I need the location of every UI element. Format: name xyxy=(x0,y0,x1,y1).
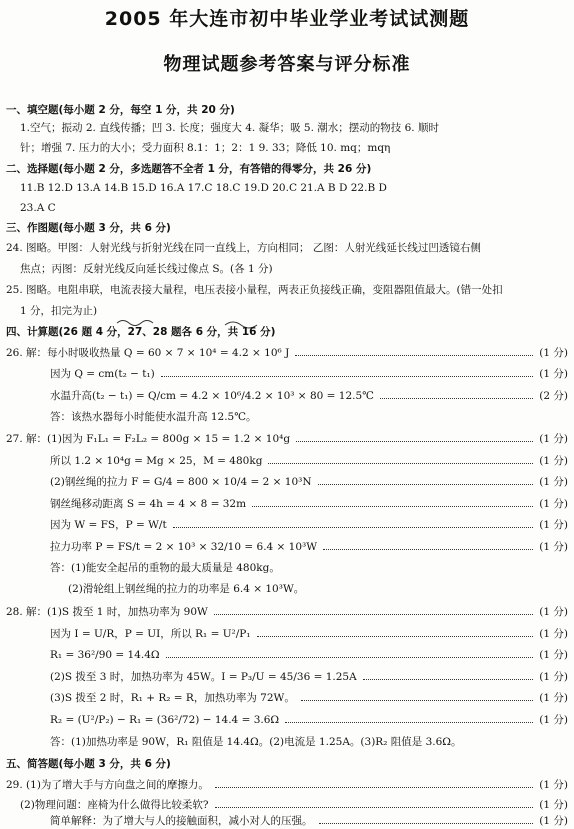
dot-leader xyxy=(323,540,533,550)
dot-leader xyxy=(252,497,533,507)
dot-leader xyxy=(215,778,533,788)
score-points: (1 分) xyxy=(539,692,568,704)
solution-text: 因为 W = FS，P = W/t xyxy=(50,519,167,531)
answer-line: 23.A C xyxy=(20,202,56,214)
solution-text: 26. 解：每小时吸收热量 Q = 60 × 7 × 10⁴ = 4.2 × 10⁶ J xyxy=(6,347,290,359)
solution-line xyxy=(6,432,568,446)
dot-leader xyxy=(215,798,534,808)
score-points: (2 分) xyxy=(539,390,568,402)
solution-line xyxy=(50,518,568,532)
score-points: (1 分) xyxy=(539,455,568,467)
solution-text: (3)S 拨至 2 时，R₁ + R₂ = R，加热功率为 72W。 xyxy=(50,692,295,704)
score-points: (1 分) xyxy=(539,368,568,380)
answer-line: 11.B 12.D 13.A 14.B 15.D 16.A 17.C 18.C 19.D 20.C 21.A B D 22.B D xyxy=(20,182,387,194)
dot-leader xyxy=(257,627,534,637)
dot-leader xyxy=(268,454,533,464)
section-heading-fill-blank: 一、填空题(每小题 2 分，每空 1 分，共 20 分) xyxy=(6,104,235,116)
solution-line xyxy=(6,778,568,792)
dot-leader xyxy=(285,713,533,723)
dot-leader xyxy=(296,432,533,442)
score-points: (1 分) xyxy=(539,606,568,618)
score-points: (1 分) xyxy=(539,779,568,791)
solution-text: 28. 解：(1)S 拨至 1 时，加热功率为 90W xyxy=(6,606,208,618)
solution-text: (2)物理问题：座椅为什么做得比较柔软? xyxy=(20,799,209,811)
section-heading-choice: 二、选择题(每小题 2 分，多选题答不全者 1 分，有答错的得零分，共 26 分) xyxy=(6,163,372,175)
solution-line xyxy=(50,475,568,489)
score-points: (1 分) xyxy=(539,347,568,359)
solution-line xyxy=(50,691,568,705)
answer-line: 答：该热水器每小时能使水温升高 12.5℃。 xyxy=(50,411,257,423)
solution-text: 钢丝绳移动距离 S = 4h = 4 × 8 = 32m xyxy=(50,498,247,510)
solution-line xyxy=(20,798,568,812)
solution-text: 27. 解：(1)因为 F₁L₁ = F₂L₂ = 800g × 15 = 1.2 × 10⁴g xyxy=(6,433,291,445)
answer-line: 24. 图略。甲图：人射光线与折射光线在同一直线上，方向相同； 乙图：人射光线延长线过凹透镜右侧 xyxy=(6,242,481,254)
answer-line: 焦点；丙图：反射光线反向延长线过像点 S。(各 1 分) xyxy=(20,263,273,275)
score-points: (1 分) xyxy=(539,541,568,553)
score-points: (1 分) xyxy=(539,498,568,510)
solution-text: R₁ = 36²/90 = 14.4Ω xyxy=(50,649,160,661)
score-points: (1 分) xyxy=(539,628,568,640)
answer-line: 针；增强 7. 压力的大小；受力面积 8.1：1；2：1 9. 33；降低 10. mq；mqη xyxy=(20,142,391,154)
score-points: (1 分) xyxy=(539,519,568,531)
solution-line xyxy=(50,648,568,662)
answer-line: 答：(1)加热功率是 90W，R₁ 阻值是 14.4Ω。(2)电流是 1.25A。(3)R₂ 阻值是 3.6Ω。 xyxy=(50,736,462,748)
solution-text: 拉力功率 P = FS/t = 2 × 10³ × 32/10 = 6.4 × 10³W xyxy=(50,541,318,553)
score-points: (1 分) xyxy=(539,815,568,827)
dot-leader xyxy=(161,367,534,377)
solution-line xyxy=(50,627,568,641)
answer-line: 1 分，扣完为止) xyxy=(20,305,98,317)
dot-leader xyxy=(214,605,533,615)
solution-line xyxy=(50,540,568,554)
solution-text: R₂ = (U²/P₂) − R₁ = (36²/72) − 14.4 = 3.6Ω xyxy=(50,714,280,726)
dot-leader xyxy=(295,346,533,356)
solution-line xyxy=(50,713,568,727)
page-title: 2005 年大连市初中毕业学业考试试测题 xyxy=(104,8,470,30)
page-subtitle: 物理试题参考答案与评分标准 xyxy=(163,54,411,75)
dot-leader xyxy=(301,691,533,701)
dot-leader xyxy=(173,518,534,528)
solution-line xyxy=(50,367,568,381)
solution-text: (2)S 拨至 3 时，加热功率为 45W。I = P₃/U = 45/36 = 1.25A xyxy=(50,671,357,683)
answer-line: (2)滑轮组上钢丝绳的拉力的功率是 6.4 × 10³W。 xyxy=(68,583,305,595)
solution-line xyxy=(50,497,568,511)
solution-text: 简单解释：为了增大与人的接触面积，减小对人的压强。 xyxy=(50,815,313,827)
solution-line xyxy=(6,346,568,360)
section-heading-calculation: 四、计算题(26 题 4 分，27、28 题各 6 分，共 16 分) xyxy=(6,326,276,338)
score-points: (1 分) xyxy=(539,433,568,445)
solution-line xyxy=(50,814,568,828)
dot-leader xyxy=(380,389,533,399)
dot-leader xyxy=(363,670,534,680)
answer-line: 25. 图略。电阻串联，电流表接大量程，电压表接小量程，两表正负接线正确，变阻器阻值最大。(错一处扣 xyxy=(6,284,503,296)
answer-line: 1.空气；振动 2. 直线传播；凹 3. 长度；强度大 4. 凝华；吸 5. 潮水；摆动的物技 6. 顺时 xyxy=(20,122,439,134)
answer-line: 答：(1)能安全起吊的重物的最大质量是 480kg。 xyxy=(50,562,280,574)
dot-leader xyxy=(319,814,534,824)
solution-text: 水温升高(t₂ − t₁) = Q/cm = 4.2 × 10⁶/4.2 × 10³ × 80 = 12.5℃ xyxy=(50,390,374,402)
dot-leader xyxy=(318,475,534,485)
section-heading-drawing: 三、作图题(每小题 3 分，共 6 分) xyxy=(6,222,171,234)
score-points: (1 分) xyxy=(539,671,568,683)
solution-line xyxy=(50,389,568,403)
solution-line xyxy=(50,670,568,684)
solution-text: 29. (1)为了增大手与方向盘之间的摩擦力。 xyxy=(6,779,209,791)
solution-text: 因为 I = U/R，P = UI，所以 R₁ = U²/P₁ xyxy=(50,628,251,640)
solution-line xyxy=(50,454,568,468)
solution-text: 所以 1.2 × 10⁴g = Mg × 25，M = 480kg xyxy=(50,455,263,467)
score-points: (1 分) xyxy=(539,714,568,726)
dot-leader xyxy=(166,648,534,658)
solution-line xyxy=(6,605,568,619)
score-points: (1 分) xyxy=(539,476,568,488)
solution-text: 因为 Q = cm(t₂ − t₁) xyxy=(50,368,155,380)
score-points: (1 分) xyxy=(539,799,568,811)
solution-text: (2)钢丝绳的拉力 F = G/4 = 800 × 10/4 = 2 × 10³N xyxy=(50,476,312,488)
section-heading-short-answer: 五、简答题(每小题 3 分，共 6 分) xyxy=(6,758,171,770)
score-points: (1 分) xyxy=(539,649,568,661)
